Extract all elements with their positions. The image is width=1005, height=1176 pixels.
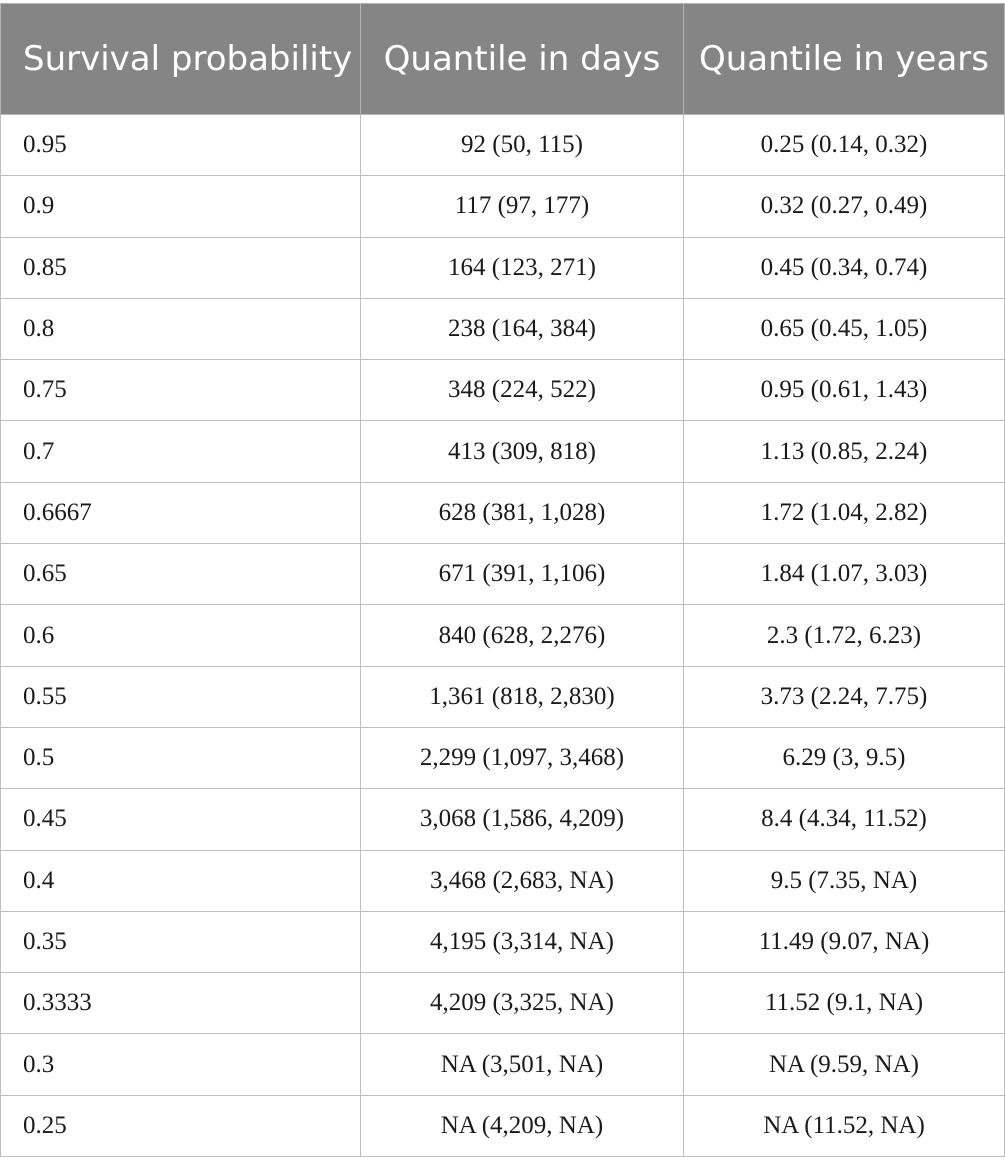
cell-quantile-years: 0.45 (0.34, 0.74) [684,237,1005,298]
table-row [1,850,1005,911]
cell-survival-probability: 0.6667 [1,482,361,543]
table-row [1,605,1005,666]
cell-survival-probability: 0.55 [1,666,361,727]
cell-survival-probability: 0.3 [1,1034,361,1095]
table-row [1,1034,1005,1095]
header-survival-probability: Survival probability [1,4,361,115]
table-row [1,237,1005,298]
cell-quantile-days: 2,299 (1,097, 3,468) [361,727,684,788]
cell-quantile-days: 4,209 (3,325, NA) [361,973,684,1034]
table-row [1,911,1005,972]
cell-quantile-years: 11.52 (9.1, NA) [684,973,1005,1034]
cell-quantile-days: 413 (309, 818) [361,421,684,482]
table-header [1,4,1005,115]
cell-survival-probability: 0.65 [1,544,361,605]
cell-survival-probability: 0.95 [1,115,361,176]
cell-quantile-days: 840 (628, 2,276) [361,605,684,666]
cell-survival-probability: 0.4 [1,850,361,911]
table-row [1,1095,1005,1156]
cell-quantile-years: 0.25 (0.14, 0.32) [684,115,1005,176]
table-row [1,115,1005,176]
cell-survival-probability: 0.8 [1,298,361,359]
cell-quantile-years: 1.13 (0.85, 2.24) [684,421,1005,482]
cell-quantile-years: 0.32 (0.27, 0.49) [684,176,1005,237]
cell-quantile-days: 117 (97, 177) [361,176,684,237]
cell-quantile-days: 3,468 (2,683, NA) [361,850,684,911]
cell-quantile-days: 164 (123, 271) [361,237,684,298]
cell-quantile-days: NA (4,209, NA) [361,1095,684,1156]
cell-quantile-years: 8.4 (4.34, 11.52) [684,789,1005,850]
cell-quantile-days: 348 (224, 522) [361,360,684,421]
cell-survival-probability: 0.25 [1,1095,361,1156]
cell-quantile-days: 628 (381, 1,028) [361,482,684,543]
table-row [1,298,1005,359]
header-row [1,4,1005,115]
cell-survival-probability: 0.5 [1,727,361,788]
table-row [1,789,1005,850]
header-quantile-years: Quantile in years [684,4,1005,115]
cell-quantile-days: 671 (391, 1,106) [361,544,684,605]
cell-survival-probability: 0.7 [1,421,361,482]
cell-survival-probability: 0.6 [1,605,361,666]
cell-survival-probability: 0.35 [1,911,361,972]
cell-quantile-years: 0.95 (0.61, 1.43) [684,360,1005,421]
table-row [1,176,1005,237]
cell-quantile-days: 1,361 (818, 2,830) [361,666,684,727]
cell-quantile-days: 92 (50, 115) [361,115,684,176]
cell-quantile-days: 4,195 (3,314, NA) [361,911,684,972]
cell-quantile-years: 11.49 (9.07, NA) [684,911,1005,972]
table-row [1,360,1005,421]
cell-quantile-years: NA (11.52, NA) [684,1095,1005,1156]
table-row [1,544,1005,605]
cell-quantile-years: 1.72 (1.04, 2.82) [684,482,1005,543]
cell-quantile-days: NA (3,501, NA) [361,1034,684,1095]
cell-quantile-years: 6.29 (3, 9.5) [684,727,1005,788]
cell-quantile-days: 238 (164, 384) [361,298,684,359]
cell-quantile-years: 3.73 (2.24, 7.75) [684,666,1005,727]
cell-survival-probability: 0.9 [1,176,361,237]
table-row [1,482,1005,543]
cell-quantile-years: 9.5 (7.35, NA) [684,850,1005,911]
cell-survival-probability: 0.85 [1,237,361,298]
table-row [1,973,1005,1034]
header-quantile-days: Quantile in days [361,4,684,115]
cell-survival-probability: 0.75 [1,360,361,421]
cell-quantile-years: 1.84 (1.07, 3.03) [684,544,1005,605]
cell-quantile-years: 0.65 (0.45, 1.05) [684,298,1005,359]
cell-quantile-years: NA (9.59, NA) [684,1034,1005,1095]
cell-survival-probability: 0.45 [1,789,361,850]
table-row [1,666,1005,727]
cell-quantile-years: 2.3 (1.72, 6.23) [684,605,1005,666]
cell-survival-probability: 0.3333 [1,973,361,1034]
table-row [1,421,1005,482]
cell-quantile-days: 3,068 (1,586, 4,209) [361,789,684,850]
table-row [1,727,1005,788]
table-body [1,115,1005,1157]
survival-quantile-table [0,3,1005,1157]
